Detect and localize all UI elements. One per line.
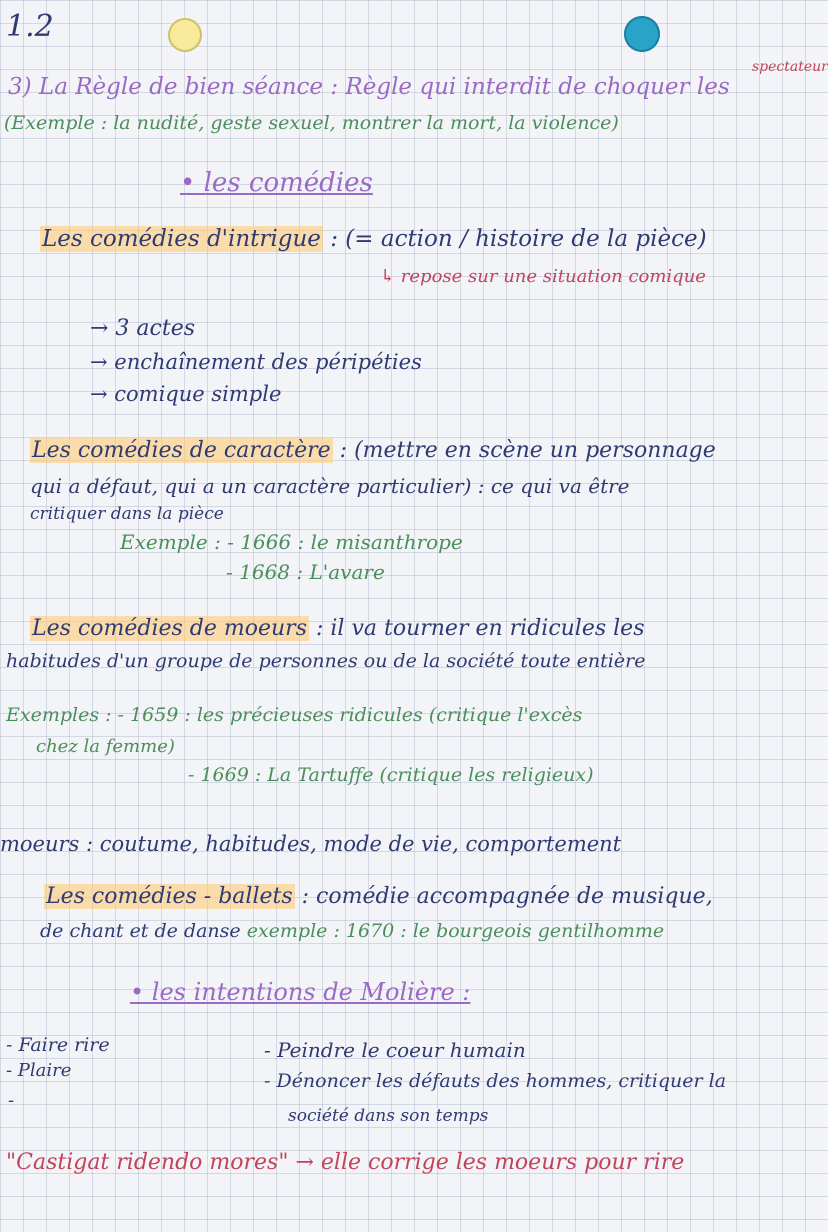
quote-translation: → elle corrige les moeurs pour rire [295,1150,685,1175]
caractere-line [30,440,716,462]
ballets-line [44,886,713,908]
rule-example: (Exemple : la nudité, geste sexuel, montrer la mort, la violence) [4,112,619,134]
rule-text: Règle qui interdit de choquer les [345,74,730,100]
rule-label: 3) La Règle de bien séance : [8,74,339,100]
page-number: 1.2 [6,9,54,44]
intention-right-3: société dans son temps [288,1106,489,1126]
ballets-line-1: : comédie accompagnée de musique, [301,884,713,909]
intrigue-label: Les comédies d'intrigue [42,226,321,252]
intrigue-note: ↳ repose sur une situation comique [380,266,706,287]
quote-line [6,1152,684,1174]
rule-spectator: spectateur [752,59,828,75]
section-title-comedies: • les comédies [180,168,373,198]
intrigue-def: : (= action / histoire de la pièce) [330,226,707,252]
section-title-intentions: • les intentions de Molière : [130,978,471,1006]
ballets-label: Les comédies - ballets [46,884,293,909]
ballets-example: exemple : 1670 : le bourgeois gentilhomme [246,920,665,942]
punch-hole-right [624,16,660,52]
caractere-line-2: qui a défaut, qui a un caractère particulier) : ce qui va être [30,474,630,498]
intention-left-2: - Plaire [6,1060,72,1081]
moeurs-example-1: Exemples : - 1659 : les précieuses ridicules (critique l'excès [6,704,583,726]
intention-left-3: - [8,1090,15,1111]
intention-right-1: - Peindre le coeur humain [264,1038,526,1062]
caractere-line-1: : (mettre en scène un personnage [339,438,716,463]
moeurs-example-2: - 1669 : La Tartuffe (critique les religieux) [188,764,594,786]
moeurs-line-2: habitudes d'un groupe de personnes ou de la société toute entière [6,650,646,672]
intention-left-1: - Faire rire [6,1034,110,1056]
quote-latin: "Castigat ridendo mores" [6,1150,289,1175]
ballets-line-2 [40,922,664,941]
intrigue-item-1: → 3 actes [90,316,196,341]
moeurs-label: Les comédies de moeurs [32,616,307,641]
caractere-line-3: critiquer dans la pièce [30,504,224,524]
punch-hole-left [168,18,202,52]
intention-right-2: - Dénoncer les défauts des hommes, critiquer la [264,1070,727,1092]
moeurs-line [30,618,645,640]
intrigue-line [40,228,707,251]
intrigue-item-3: → comique simple [90,382,282,406]
moeurs-example-1b: chez la femme) [36,736,175,757]
caractere-example-1: Exemple : - 1666 : le misanthrope [120,530,463,554]
caractere-example-2: - 1668 : L'avare [226,560,385,584]
ballets-line-2a: de chant et de danse [40,920,241,942]
moeurs-line-1: : il va tourner en ridicules les [315,616,645,641]
moeurs-definition: moeurs : coutume, habitudes, mode de vie, comportement [0,832,622,856]
intrigue-item-2: → enchaînement des péripéties [90,350,422,374]
rule-line [8,76,730,99]
caractere-label: Les comédies de caractère [32,438,331,463]
